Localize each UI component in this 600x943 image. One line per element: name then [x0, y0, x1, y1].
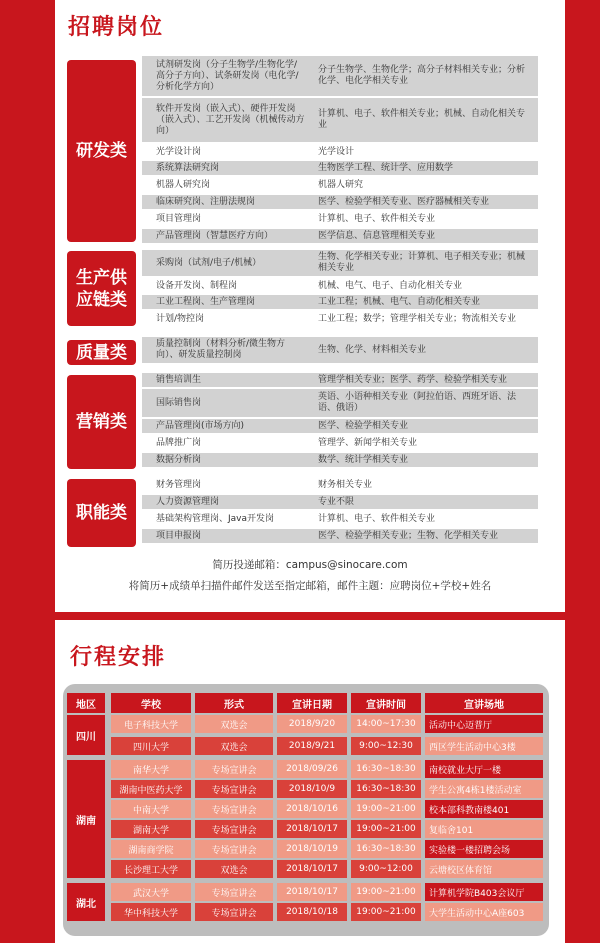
- position-name: 机器人研究岗: [156, 179, 211, 190]
- position-name: 产品管理岗(市场方向): [156, 420, 245, 431]
- schedule-school: 电子科技大学: [111, 715, 191, 733]
- position-name: 人力资源管理岗: [156, 496, 220, 507]
- schedule-form: 专场宣讲会: [195, 760, 273, 778]
- schedule-time: 14:00~17:30: [351, 715, 421, 733]
- schedule-venue: 西区学生活动中心3楼: [425, 737, 543, 755]
- region-cell: 四川: [67, 715, 105, 755]
- section-title-positions: 招聘岗位: [68, 15, 165, 40]
- schedule-venue: 计算机学院B403会议厅: [425, 883, 543, 901]
- position-name: 产品管理岗（智慧医疗方向）: [156, 230, 274, 241]
- schedule-date: 2018/10/17: [277, 883, 347, 901]
- schedule-header: 地区: [67, 693, 105, 713]
- position-row: [142, 250, 538, 276]
- schedule-date: 2018/10/17: [277, 820, 347, 838]
- position-major: 生物、化学、材料相关专业: [318, 344, 427, 355]
- position-major: 计算机、电子、软件相关专业: [318, 213, 436, 224]
- schedule-venue: 学生公寓4栋1楼活动室: [425, 780, 543, 798]
- schedule-form: 双选会: [195, 737, 273, 755]
- position-name: 系统算法研究岗: [156, 162, 220, 173]
- position-row: [142, 56, 538, 96]
- position-row: [142, 98, 538, 142]
- schedule-form: 双选会: [195, 860, 273, 878]
- schedule-school: 湖南大学: [111, 820, 191, 838]
- category-4: 营销类: [67, 375, 136, 469]
- position-row: [142, 145, 538, 159]
- schedule-date: 2018/10/9: [277, 780, 347, 798]
- position-name: 销售培训生: [156, 374, 202, 385]
- schedule-form: 专场宣讲会: [195, 780, 273, 798]
- position-name: 项目管理岗: [156, 213, 202, 224]
- region-cell: 湖南: [67, 760, 105, 878]
- position-major: 医学、检验学相关专业、医疗器械相关专业: [318, 196, 490, 207]
- schedule-venue: 实验楼一楼招聘会场: [425, 840, 543, 858]
- position-row: [142, 195, 538, 209]
- position-name: 基础架构管理岗、Java开发岗: [156, 513, 275, 524]
- schedule-form: 双选会: [195, 715, 273, 733]
- schedule-school: 湖南商学院: [111, 840, 191, 858]
- position-major: 管理学、新闻学相关专业: [318, 437, 418, 448]
- position-name: 光学设计岗: [156, 146, 202, 157]
- position-major: 医学、检验学相关专业: [318, 420, 409, 431]
- schedule-time: 16:30~18:30: [351, 780, 421, 798]
- schedule-form: 专场宣讲会: [195, 840, 273, 858]
- schedule-date: 2018/10/17: [277, 860, 347, 878]
- position-row: [142, 229, 538, 243]
- schedule-form: 专场宣讲会: [195, 820, 273, 838]
- schedule-date: 2018/09/26: [277, 760, 347, 778]
- position-name: 试剂研发岗（分子生物学/生物化学/高分子方向）、试条研发岗（电化学/分析化学方向）: [156, 59, 299, 92]
- position-row: [142, 279, 538, 293]
- position-major: 机械、电气、电子、自动化相关专业: [318, 280, 463, 291]
- category-1: 研发类: [67, 60, 136, 242]
- position-row: [142, 337, 538, 363]
- schedule-header: 宣讲日期: [277, 693, 347, 713]
- schedule-school: 武汉大学: [111, 883, 191, 901]
- position-name: 品牌推广岗: [156, 437, 202, 448]
- position-major: 计算机、电子、软件相关专业: [318, 513, 436, 524]
- schedule-form: 专场宣讲会: [195, 883, 273, 901]
- schedule-time: 16:30~18:30: [351, 760, 421, 778]
- schedule-school: 四川大学: [111, 737, 191, 755]
- schedule-time: 16:30~18:30: [351, 840, 421, 858]
- schedule-venue: 复临舍101: [425, 820, 543, 838]
- position-row: [142, 161, 538, 175]
- position-row: [142, 295, 538, 309]
- position-row: [142, 212, 538, 226]
- contact-email: 简历投递邮箱：campus@sinocare.com: [212, 559, 408, 571]
- position-major: 工业工程；数学；管理学相关专业；物流相关专业: [318, 313, 517, 324]
- category-5: 职能类: [67, 479, 136, 547]
- schedule-venue: 校本部科教南楼401: [425, 800, 543, 818]
- schedule-date: 2018/10/18: [277, 903, 347, 921]
- schedule-school: 长沙理工大学: [111, 860, 191, 878]
- position-row: [142, 512, 538, 526]
- position-row: [142, 478, 538, 492]
- category-2: 生产供应链类: [67, 251, 136, 326]
- position-row: [142, 436, 538, 450]
- schedule-time: 19:00~21:00: [351, 820, 421, 838]
- position-major: 计算机、电子、软件相关专业；机械、自动化相关专业: [318, 109, 526, 130]
- position-major: 医学信息、信息管理相关专业: [318, 230, 436, 241]
- category-3: 质量类: [67, 340, 136, 365]
- position-major: 英语、小语种相关专业（阿拉伯语、西班牙语、法语、俄语）: [318, 392, 517, 413]
- position-major: 数学、统计学相关专业: [318, 454, 409, 465]
- position-name: 数据分析岗: [156, 454, 202, 465]
- position-name: 项目申报岗: [156, 530, 202, 541]
- schedule-form: 专场宣讲会: [195, 800, 273, 818]
- position-name: 采购岗（试剂/电子/机械）: [156, 257, 262, 268]
- position-major: 分子生物学、生物化学；高分子材料相关专业；分析化学、电化学相关专业: [318, 65, 526, 86]
- schedule-venue: 云塘校区体育馆: [425, 860, 543, 878]
- position-name: 计划/物控岗: [156, 313, 205, 324]
- position-name: 财务管理岗: [156, 479, 202, 490]
- schedule-time: 19:00~21:00: [351, 903, 421, 921]
- schedule-time: 19:00~21:00: [351, 800, 421, 818]
- schedule-date: 2018/9/21: [277, 737, 347, 755]
- position-row: [142, 389, 538, 417]
- position-major: 生物医学工程、统计学、应用数学: [318, 162, 454, 173]
- contact-instruction: 将简历+成绩单扫描件邮件发送至指定邮箱，邮件主题：应聘岗位+学校+姓名: [128, 580, 492, 592]
- position-name: 设备开发岗、制程岗: [156, 280, 238, 291]
- schedule-school: 南华大学: [111, 760, 191, 778]
- schedule-time: 9:00~12:00: [351, 860, 421, 878]
- region-cell: 湖北: [67, 883, 105, 921]
- position-row: [142, 178, 538, 192]
- position-name: 国际销售岗: [156, 397, 202, 408]
- position-row: [142, 373, 538, 387]
- schedule-school: 中南大学: [111, 800, 191, 818]
- schedule-header: 宣讲场地: [425, 693, 543, 713]
- position-major: 财务相关专业: [318, 479, 373, 490]
- schedule-date: 2018/9/20: [277, 715, 347, 733]
- position-major: 光学设计: [318, 146, 355, 157]
- schedule-header: 宣讲时间: [351, 693, 421, 713]
- position-name: 软件开发岗（嵌入式）、硬件开发岗（嵌入式）、工艺开发岗（机械传动方向）: [156, 103, 305, 136]
- position-major: 专业不限: [318, 496, 355, 507]
- schedule-school: 华中科技大学: [111, 903, 191, 921]
- position-row: [142, 495, 538, 509]
- position-row: [142, 312, 538, 326]
- schedule-venue: 活动中心迈普厅: [425, 715, 543, 733]
- schedule-header: 学校: [111, 693, 191, 713]
- position-row: [142, 419, 538, 433]
- position-row: [142, 529, 538, 543]
- schedule-venue: 大学生活动中心A座603: [425, 903, 543, 921]
- position-major: 管理学相关专业；医学、药学、检验学相关专业: [318, 374, 508, 385]
- position-major: 医学、检验学相关专业；生物、化学相关专业: [318, 530, 499, 541]
- schedule-time: 19:00~21:00: [351, 883, 421, 901]
- schedule-date: 2018/10/16: [277, 800, 347, 818]
- position-name: 质量控制岗（材料分析/微生物方向）、研发质量控制岗: [156, 339, 286, 360]
- position-name: 工业工程岗、生产管理岗: [156, 296, 256, 307]
- position-row: [142, 453, 538, 467]
- schedule-school: 湖南中医药大学: [111, 780, 191, 798]
- schedule-venue: 南校就业大厅一楼: [425, 760, 543, 778]
- schedule-time: 9:00~12:30: [351, 737, 421, 755]
- position-name: 临床研究岗、注册法规岗: [156, 196, 256, 207]
- schedule-form: 专场宣讲会: [195, 903, 273, 921]
- schedule-date: 2018/10/19: [277, 840, 347, 858]
- position-major: 机器人研究: [318, 179, 364, 190]
- schedule-header: 形式: [195, 693, 273, 713]
- position-major: 工业工程；机械、电气、自动化相关专业: [318, 296, 481, 307]
- section-title-schedule: 行程安排: [70, 645, 167, 670]
- position-major: 生物、化学相关专业；计算机、电子相关专业；机械相关专业: [318, 252, 526, 273]
